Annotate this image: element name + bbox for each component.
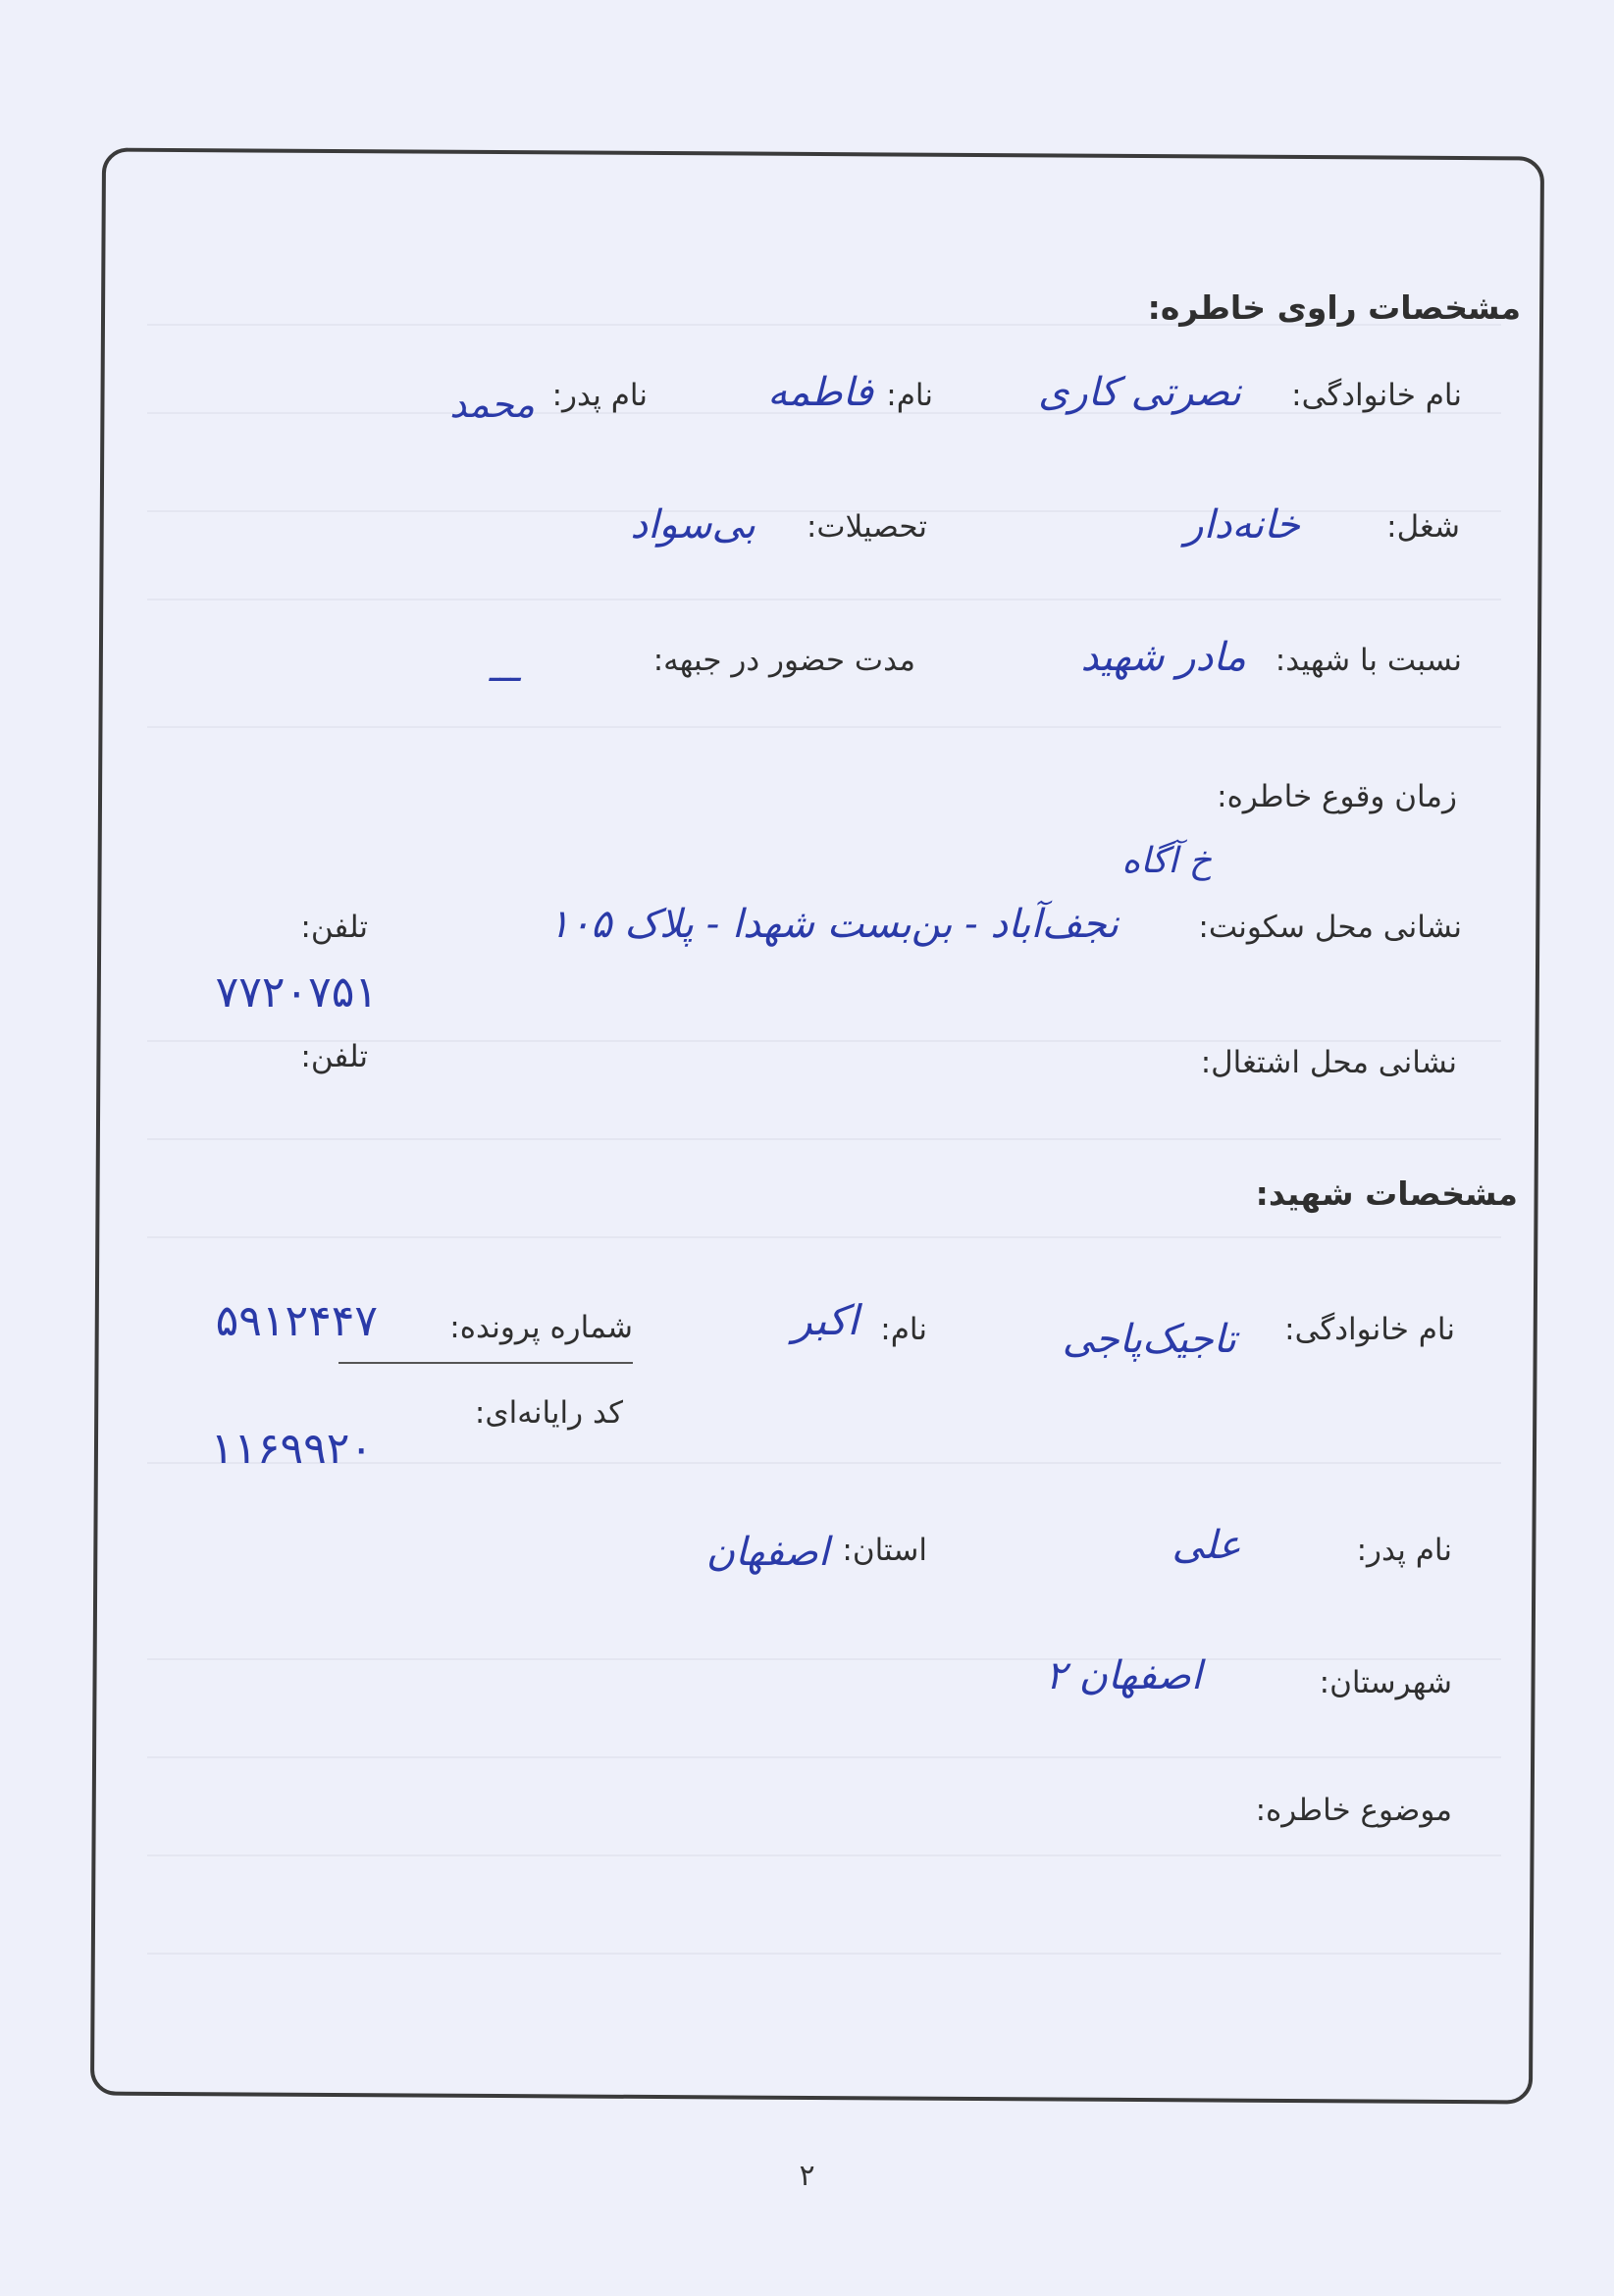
martyr-computer-code-value: ۱۱۶۹۹۲۰ bbox=[210, 1424, 373, 1474]
martyr-topic-label: موضوع خاطره: bbox=[1255, 1793, 1452, 1828]
narrator-work-address-label: نشانی محل اشتغال: bbox=[1200, 1045, 1457, 1080]
martyr-province-value: اصفهان bbox=[705, 1530, 829, 1575]
narrator-family-label: نام خانوادگی: bbox=[1291, 378, 1462, 413]
narrator-front-label: مدت حضور در جبهه: bbox=[652, 643, 915, 678]
martyr-province-label: استان: bbox=[842, 1533, 927, 1568]
narrator-father-value: محمد bbox=[449, 383, 535, 426]
narrator-heading: مشخصات راوی خاطره: bbox=[1147, 288, 1521, 327]
martyr-file-label: شماره پرونده: bbox=[449, 1310, 633, 1345]
narrator-phone-value: ۷۷۲۰۷۵۱ bbox=[215, 967, 378, 1018]
file-underline bbox=[338, 1362, 633, 1364]
martyr-heading: مشخصات شهید: bbox=[1255, 1174, 1518, 1213]
martyr-computer-code-label: کد رایانه‌ای: bbox=[474, 1395, 623, 1431]
martyr-file-value: ۵۹۱۲۴۴۷ bbox=[215, 1296, 378, 1346]
narrator-job-value: خانه‌دار bbox=[1184, 502, 1300, 548]
martyr-county-label: شهرستان: bbox=[1319, 1665, 1452, 1700]
martyr-name-value: اکبر bbox=[792, 1296, 859, 1344]
narrator-time-label: زمان وقوع خاطره: bbox=[1217, 779, 1457, 814]
narrator-relation-value: مادر شهید bbox=[1080, 635, 1246, 680]
narrator-address-value: نجف‌آباد - بن‌بست شهدا - پلاک ۱۰۵ bbox=[548, 902, 1119, 947]
martyr-county-value: اصفهان ۲ bbox=[1045, 1653, 1202, 1698]
narrator-front-value: ـــ bbox=[489, 650, 520, 690]
martyr-father-label: نام پدر: bbox=[1356, 1533, 1452, 1568]
narrator-education-label: تحصیلات: bbox=[806, 509, 927, 545]
narrator-address-label: نشانی محل سکونت: bbox=[1198, 910, 1462, 945]
narrator-education-value: بی‌سواد bbox=[630, 502, 755, 548]
martyr-name-label: نام: bbox=[880, 1312, 927, 1347]
narrator-relation-label: نسبت با شهید: bbox=[1275, 643, 1462, 678]
page-number: ۲ bbox=[799, 2159, 815, 2193]
martyr-family-value: تاجیک‌پاجی bbox=[1062, 1317, 1236, 1362]
narrator-work-phone-label: تلفن: bbox=[300, 1039, 368, 1074]
narrator-phone-label: تلفن: bbox=[300, 910, 368, 945]
martyr-father-value: علی bbox=[1171, 1523, 1241, 1568]
narrator-name-value: فاطمه bbox=[767, 370, 873, 415]
narrator-family-value: نصرتی کاری bbox=[1038, 370, 1241, 415]
narrator-job-label: شغل: bbox=[1386, 509, 1460, 545]
martyr-family-label: نام خانوادگی: bbox=[1284, 1312, 1455, 1347]
narrator-address-extra: خ آگاه bbox=[1121, 841, 1212, 881]
narrator-name-label: نام: bbox=[886, 378, 933, 413]
narrator-father-label: نام پدر: bbox=[551, 378, 648, 413]
